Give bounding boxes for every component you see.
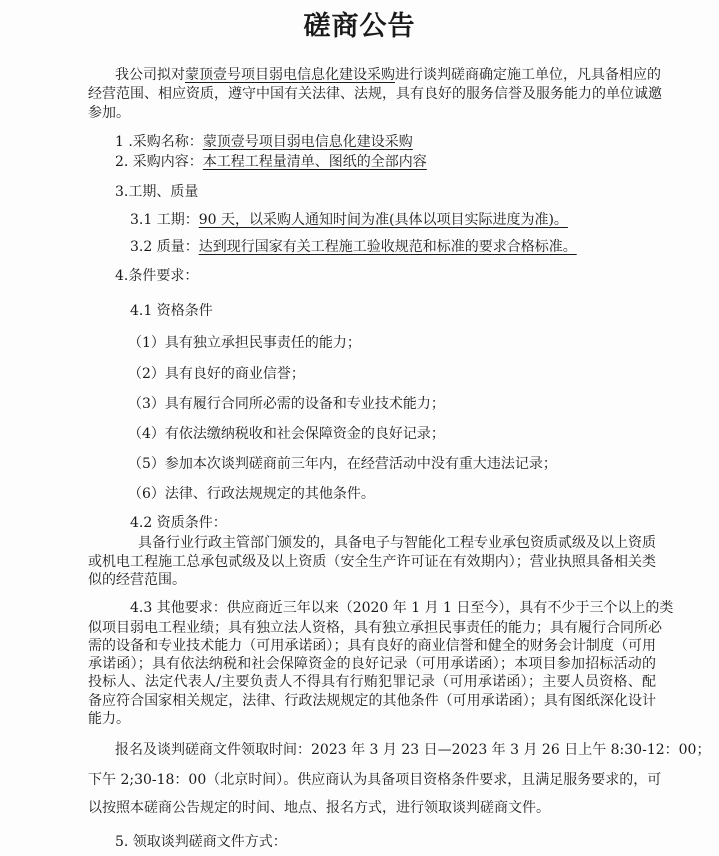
section-4-2-line: 或机电工程施工总承包贰级及以上资质（安全生产许可证在有效期内）；营业执照具备相关类 [88, 554, 656, 570]
section-4-1-heading: 4.1 资格条件 [130, 303, 213, 319]
qualification-item: （5）参加本次谈判磋商前三年内，在经营活动中没有重大违法记录； [128, 456, 557, 472]
section-4-3-line: 投标人、法定代表人/主要负责人不得具有行贿犯罪记录（可用承诺函）；主要人员资格、配 [88, 674, 656, 690]
intro-line-1 [115, 66, 661, 84]
section-3-heading: 3.工期、质量 [115, 184, 199, 200]
intro-line-3: 参加。 [88, 105, 130, 121]
section-4-3-line: 承诺函）；具有依法纳税和社会保障资金的良好记录（可用承诺函）；本项目参加招标活动的 [88, 656, 656, 672]
item-label: 3.1 工期： [130, 212, 199, 228]
section-4-3-line: 需的设备和专业技术能力（可用承诺函）；具有良好的商业信誉和健全的财务会计制度（可用 [88, 638, 656, 654]
item-value: 达到现行国家有关工程施工验收规范和标准的要求合格标准。 [198, 239, 577, 255]
section-4-2-heading: 4.2 资质条件： [130, 515, 227, 531]
page-title: 磋商公告 [303, 11, 416, 42]
intro-line-2: 经营范围、相应资质，遵守中国有关法律、法规，具有良好的服务信誉及服务能力的单位诚邀 [88, 86, 662, 102]
item-label: 3.2 质量： [130, 239, 199, 255]
section-5-heading: 5. 领取谈判磋商文件方式： [115, 834, 287, 850]
section-4-2-line: 似的经营范围。 [88, 572, 186, 588]
qualification-item: （4）有依法缴纳税收和社会保障资金的良好记录； [128, 426, 445, 442]
item-value: 90 天，以采购人通知时间为准(具体以项目实际进度为准)。 [198, 212, 568, 228]
project-name: 蒙顶壹号项目弱电信息化建设采购 [185, 67, 395, 83]
intro-text: 进行谈判磋商确定施工单位，凡具备相应的 [395, 67, 661, 83]
section-4-heading: 4.条件要求： [115, 268, 199, 284]
registration-line: 报名及谈判磋商文件领取时间：2023 年 3 月 23 日—2023 年 3 月 26 日上午 8:30-12：00； [115, 742, 711, 758]
intro-text: 我公司拟对 [115, 67, 185, 83]
item-value: 本工程工程量清单、图纸的全部内容 [202, 154, 427, 170]
item-value: 蒙顶壹号项目弱电信息化建设采购 [202, 134, 413, 150]
section-4-3-line: 备应符合国家相关规定，法律、行政法规规定的其他条件（可用承诺函）；具有图纸深化设计 [88, 693, 656, 709]
section-4-3-line: 能力。 [88, 711, 130, 727]
section-3-1 [130, 211, 568, 229]
qualification-item: （1）具有独立承担民事责任的能力； [128, 335, 361, 351]
section-3-2 [130, 238, 577, 256]
item-procurement-content [115, 153, 427, 171]
section-4-3-line: 似项目弱电工程业绩；具有独立法人资格，具有独立承担民事责任的能力；具有履行合同所必 [88, 620, 662, 636]
registration-line: 下午 2;30-18：00（北京时间）。供应商认为具备项目资格条件要求，且满足服务要求的，可 [88, 772, 662, 788]
section-4-2-line: 具备行业行政主管部门颁发的，具备电子与智能化工程专业承包资质贰级及以上资质 [138, 535, 656, 551]
qualification-item: （6）法律、行政法规规定的其他条件。 [128, 486, 375, 502]
qualification-item: （3）具有履行合同所必需的设备和专业技术能力； [128, 396, 445, 412]
item-label: 1 .采购名称： [115, 134, 203, 150]
section-4-3-line: 4.3 其他要求：供应商近三年以来（2020 年 1 月 1 日至今），具有不少于三个以上的类 [130, 600, 674, 616]
registration-line: 以按照本磋商公告规定的时间、地点、报名方式，进行领取谈判磋商文件。 [88, 800, 550, 816]
item-label: 2. 采购内容： [115, 154, 203, 170]
item-procurement-name [115, 133, 413, 151]
qualification-item: （2）具有良好的商业信誉； [128, 366, 305, 382]
